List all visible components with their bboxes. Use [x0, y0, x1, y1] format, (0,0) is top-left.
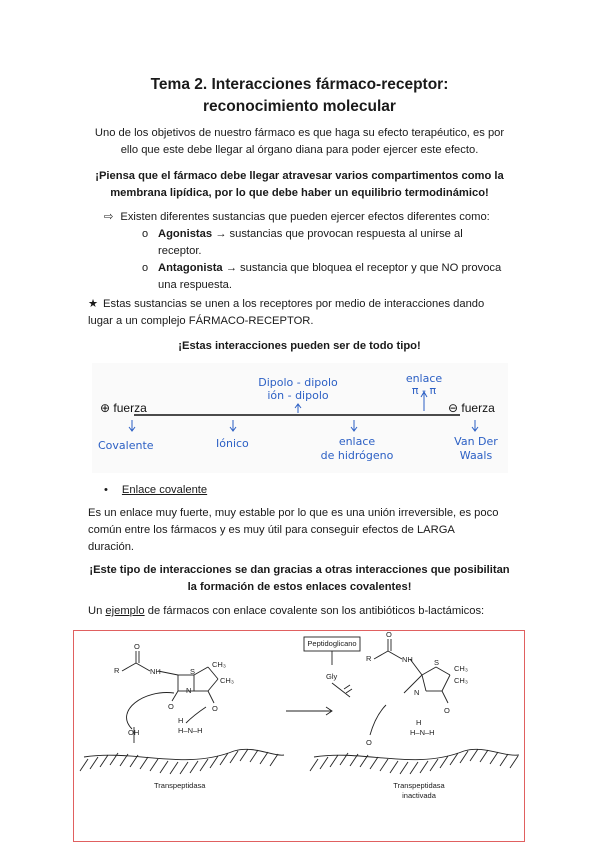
title-line-1: Tema 2. Interacciones fármaco-receptor: — [150, 76, 449, 93]
svg-text:NH: NH — [150, 667, 161, 676]
intro-line-2: ello que este debe llegar al órgano diana para poder ejercer este efecto. — [120, 144, 479, 156]
highlight-covalent-formation — [40, 562, 559, 596]
agonists-def-line-1: → sustancias que provocan respuesta al unirse al — [212, 228, 463, 240]
beta-lactam-figure — [73, 630, 525, 842]
highlight-thermodynamic — [40, 168, 559, 202]
highlight3-line-1: ¡Este tipo de interacciones se dan gracias a otras interacciones que posibilitan — [89, 564, 510, 576]
arrow-icon: ⇨ — [104, 211, 114, 223]
circle-bullet-icon: o — [142, 228, 149, 240]
svg-text:Gly: Gly — [326, 672, 338, 681]
covalent-label: Covalente — [98, 439, 154, 452]
svg-text:H–N–H: H–N–H — [178, 726, 203, 735]
svg-text:H: H — [416, 718, 422, 727]
inactivated-transpeptidase-label — [384, 781, 454, 801]
covalent-paragraph — [88, 505, 568, 556]
vdw-line-1: Van Der — [454, 435, 498, 448]
intro-line-1: Uno de los objetivos de nuestro fármaco es que haga su efecto terapéutico, es por — [94, 127, 505, 139]
covalent-line-2: común entre los fármacos y es muy útil para conseguir efectos de LARGA — [88, 524, 455, 536]
svg-text:OH: OH — [128, 728, 140, 737]
dipole-dipole-text: Dipolo - dipolo — [258, 376, 338, 389]
intro-paragraph — [40, 125, 559, 159]
agonists-def-line-2: receptor. — [158, 245, 202, 257]
term-antagonist: Antagonista — [158, 262, 223, 274]
svg-text:O: O — [212, 704, 218, 713]
antagonist-def-line-1: → sustancia que bloquea el receptor y que NO provoca — [222, 262, 502, 274]
svg-text:O: O — [386, 631, 392, 639]
svg-text:S: S — [434, 658, 440, 667]
circle-bullet-icon: o — [142, 262, 149, 274]
hbond-line-1: enlace — [338, 435, 376, 448]
hbond-line-2: de hidrógeno — [320, 449, 394, 462]
svg-text:H: H — [178, 716, 184, 725]
svg-text:N: N — [414, 688, 420, 697]
highlight3-line-2: la formación de estos enlaces covalentes! — [187, 581, 412, 593]
transpeptidase-label: Transpeptidasa — [154, 781, 206, 790]
svg-text:R: R — [366, 654, 372, 663]
svg-text:CH₃: CH₃ — [454, 676, 468, 685]
sub-item-agonists — [142, 226, 542, 260]
mechanism-svg — [74, 631, 523, 840]
covalent-bond-heading: Enlace covalente — [121, 484, 208, 496]
antagonist-def-line-2: una respuesta. — [158, 279, 233, 291]
dipole-label — [242, 376, 354, 402]
vdw-line-2: Waals — [459, 449, 493, 462]
page-title — [0, 74, 599, 118]
svg-text:CH₃: CH₃ — [220, 676, 234, 685]
svg-text:H–N–H: H–N–H — [410, 728, 435, 737]
ionic-label: Iónico — [216, 437, 249, 450]
covalent-line-3: duración. — [88, 541, 135, 553]
highlight1-line-1: ¡Piensa que el fármaco debe llegar atravesar varios compartimentos como la — [95, 170, 504, 182]
bullet-dot-icon: • — [104, 484, 108, 496]
example-pre: Un — [88, 605, 106, 617]
arrow-item-text: Existen diferentes sustancias que pueden ejercer efectos diferentes como: — [120, 211, 490, 223]
sub-item-antagonist — [142, 260, 542, 294]
example-post: de fármacos con enlace covalente son los antibióticos b-lactámicos: — [144, 605, 485, 617]
pi-pi-text: π - π — [411, 384, 437, 397]
hydrogen-bond-label — [312, 435, 402, 463]
enlace-text: enlace — [405, 372, 443, 385]
svg-text:CH₃: CH₃ — [454, 664, 468, 673]
svg-text:R: R — [114, 666, 120, 675]
covalent-line-1: Es un enlace muy fuerte, muy estable por lo que es una unión irreversible, es poco — [88, 507, 499, 519]
arrow-list-item — [104, 209, 564, 226]
title-line-2: reconocimiento molecular — [203, 98, 396, 115]
peptidoglycan-label: Peptidoglicano — [307, 639, 357, 648]
svg-text:O: O — [444, 706, 450, 715]
svg-text:CH₃: CH₃ — [212, 660, 226, 669]
more-strength-label: ⊕ fuerza — [100, 401, 147, 415]
inactive-enzyme-line-2: inactivada — [402, 791, 436, 800]
less-strength-label: ⊖ fuerza — [448, 401, 495, 415]
inactive-enzyme-line-1: Transpeptidasa — [393, 781, 445, 790]
highlight-all-types: ¡Estas interacciones pueden ser de todo tipo! — [178, 340, 421, 352]
star-line-2: lugar a un complejo FÁRMACO-RECEPTOR. — [88, 315, 314, 327]
example-sentence — [88, 603, 568, 620]
svg-text:O: O — [134, 642, 140, 651]
ion-dipole-text: ión - dipolo — [267, 389, 329, 402]
svg-text:NH: NH — [402, 655, 413, 664]
star-icon: ★ — [88, 298, 99, 310]
example-underlined: ejemplo — [105, 605, 145, 617]
pi-pi-label — [398, 373, 450, 397]
star-line-1: Estas sustancias se unen a los receptores por medio de interacciones dando — [103, 298, 485, 310]
svg-text:O: O — [366, 738, 372, 747]
highlight1-line-2: membrana lipídica, por lo que debe haber un equilibrio termodinámico! — [110, 187, 489, 199]
van-der-waals-label — [448, 435, 504, 463]
interaction-scale-figure — [92, 363, 508, 473]
star-paragraph — [88, 296, 568, 330]
svg-text:N: N — [186, 686, 192, 695]
term-agonists: Agonistas — [158, 228, 213, 240]
svg-text:S: S — [190, 667, 196, 676]
svg-text:O: O — [168, 702, 174, 711]
covalent-bond-bullet — [104, 482, 207, 499]
